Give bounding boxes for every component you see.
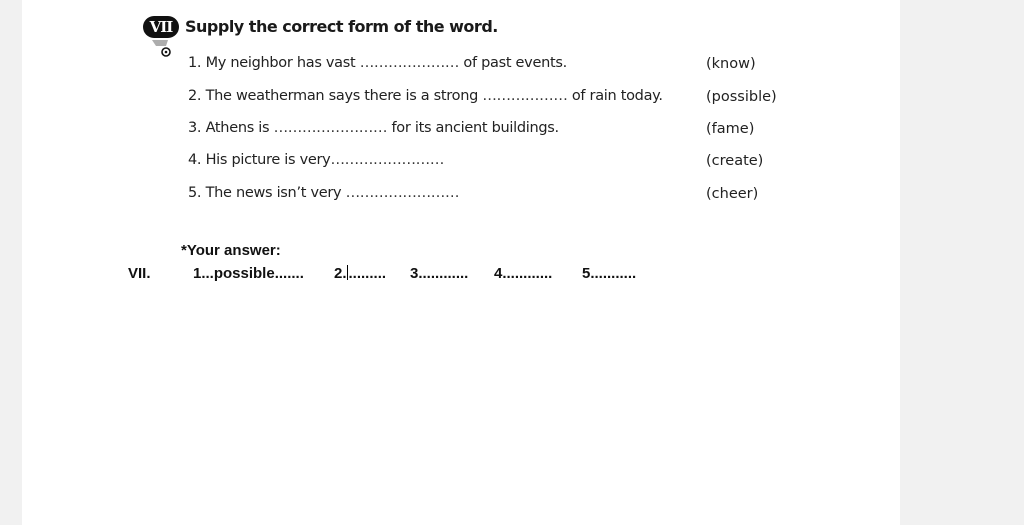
answer-5[interactable]: 5...........: [582, 265, 637, 282]
question-text-before: My neighbor has vast: [205, 55, 356, 71]
blank-line: ……………………: [330, 152, 445, 168]
answer-title: *Your answer:: [181, 242, 281, 259]
question-number: 4.: [188, 152, 202, 168]
answer-1[interactable]: 1...possible.......: [193, 265, 304, 282]
question-2: [188, 88, 663, 104]
exercise-badge: VII: [143, 16, 179, 38]
question-4: [188, 152, 444, 168]
answer-2-number: 2.: [334, 265, 347, 282]
word-hint-1: (know): [706, 56, 756, 72]
blank-line: ………………: [482, 88, 568, 104]
question-number: 2.: [188, 88, 202, 104]
question-text-after: of rain today.: [571, 88, 663, 104]
question-number: 1.: [188, 55, 202, 71]
question-text-after: for its ancient buildings.: [391, 120, 559, 136]
blank-line: ……………………: [345, 185, 460, 201]
question-text-after: of past events.: [463, 55, 567, 71]
blank-line: ……………………: [273, 120, 388, 136]
question-5: [188, 185, 459, 201]
answer-3[interactable]: 3............: [410, 265, 469, 282]
word-hint-2: (possible): [706, 89, 777, 105]
question-number: 5.: [188, 185, 202, 201]
text-cursor: [347, 265, 348, 280]
exercise-heading: Supply the correct form of the word.: [185, 17, 498, 36]
question-text-before: His picture is very: [205, 152, 331, 168]
question-3: [188, 120, 559, 136]
answer-2-blank: .........: [348, 265, 387, 282]
question-text-before: The weatherman says there is a strong: [205, 88, 479, 104]
word-hint-4: (create): [706, 153, 764, 169]
word-hint-5: (cheer): [706, 186, 759, 202]
answer-4[interactable]: 4............: [494, 265, 553, 282]
question-text-before: Athens is: [205, 120, 270, 136]
pin-icon: [150, 38, 172, 58]
question-number: 3.: [188, 120, 202, 136]
blank-line: …………………: [359, 55, 460, 71]
word-hint-3: (fame): [706, 121, 755, 137]
question-text-before: The news isn’t very: [205, 185, 342, 201]
answer-roman-numeral: VII.: [128, 265, 151, 282]
answer-2[interactable]: [334, 265, 386, 282]
question-1: [188, 55, 567, 71]
document-page: [22, 0, 900, 525]
